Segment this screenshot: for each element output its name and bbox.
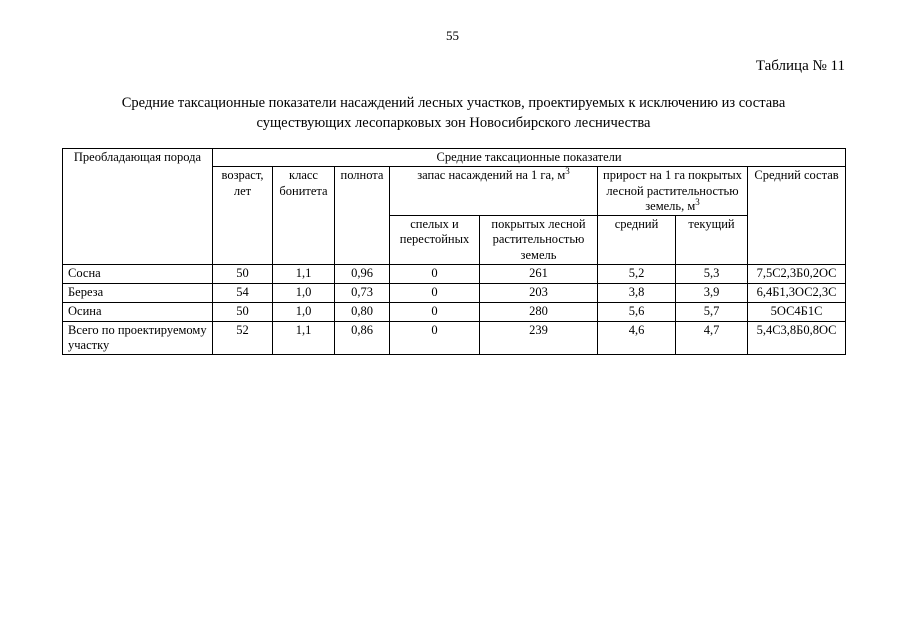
cell-age: 52 — [213, 321, 273, 355]
header-row-1 — [63, 149, 846, 167]
cell-species: Береза — [63, 283, 213, 302]
cell-covered: 261 — [480, 264, 598, 283]
cell-avg: 4,6 — [598, 321, 676, 355]
page-number: 55 — [446, 28, 459, 43]
document-title-line1: Средние таксационные показатели насаждений лесных участков, проектируемых к исключению из состава — [121, 95, 786, 111]
cell-ripe: 0 — [390, 302, 480, 321]
cell-composition: 5,4С3,8Б0,8ОС — [748, 321, 846, 355]
cell-species: Осина — [63, 302, 213, 321]
table-row — [63, 283, 846, 302]
header-age: возраст, лет — [213, 167, 273, 265]
header-bonitet: класс бонитета — [273, 167, 335, 265]
header-group-growth — [598, 167, 748, 216]
cell-avg: 5,6 — [598, 302, 676, 321]
cell-avg: 5,2 — [598, 264, 676, 283]
cell-covered: 239 — [480, 321, 598, 355]
cell-covered: 203 — [480, 283, 598, 302]
cell-polnota: 0,86 — [335, 321, 390, 355]
header-composition: Средний состав — [748, 167, 846, 265]
header-group-stock-label: запас насаждений на 1 га, м — [417, 168, 566, 183]
cell-ripe: 0 — [390, 283, 480, 302]
cell-covered: 280 — [480, 302, 598, 321]
cell-composition: 5ОС4Б1С — [748, 302, 846, 321]
cell-species: Всего по проектируемому участку — [63, 321, 213, 355]
cell-polnota: 0,96 — [335, 264, 390, 283]
cell-age: 50 — [213, 264, 273, 283]
cell-current: 4,7 — [676, 321, 748, 355]
header-group-growth-label: прирост на 1 га покрытых лесной растительностью земель, м — [603, 168, 742, 213]
header-group-main: Средние таксационные показатели — [213, 149, 846, 167]
cell-current: 5,7 — [676, 302, 748, 321]
cell-composition: 6,4Б1,3ОС2,3С — [748, 283, 846, 302]
header-covered: покрытых лесной растительностью земель — [480, 216, 598, 265]
table-caption: Таблица № 11 — [755, 58, 845, 74]
header-avg: средний — [598, 216, 676, 265]
table-row — [63, 264, 846, 283]
cubic-meter-superscript: 3 — [565, 166, 570, 177]
table-row — [63, 302, 846, 321]
header-polnota: полнота — [335, 167, 390, 265]
cell-bonitet: 1,1 — [273, 321, 335, 355]
cell-bonitet: 1,1 — [273, 264, 335, 283]
header-current: текущий — [676, 216, 748, 265]
document-title-line2: существующих лесопарковых зон Новосибирского лесничества — [256, 115, 651, 131]
cubic-meter-superscript: 3 — [695, 196, 700, 207]
header-species: Преобладающая порода — [63, 149, 213, 265]
cell-current: 5,3 — [676, 264, 748, 283]
cell-ripe: 0 — [390, 264, 480, 283]
cell-polnota: 0,80 — [335, 302, 390, 321]
header-ripe: спелых и перестойных — [390, 216, 480, 265]
document-title — [62, 93, 845, 133]
cell-species: Сосна — [63, 264, 213, 283]
cell-polnota: 0,73 — [335, 283, 390, 302]
cell-avg: 3,8 — [598, 283, 676, 302]
cell-bonitet: 1,0 — [273, 283, 335, 302]
cell-ripe: 0 — [390, 321, 480, 355]
header-group-stock — [390, 167, 598, 216]
cell-bonitet: 1,0 — [273, 302, 335, 321]
cell-age: 50 — [213, 302, 273, 321]
cell-current: 3,9 — [676, 283, 748, 302]
table-row — [63, 321, 846, 355]
cell-age: 54 — [213, 283, 273, 302]
cell-composition: 7,5С2,3Б0,2ОС — [748, 264, 846, 283]
taxation-table — [62, 148, 846, 355]
